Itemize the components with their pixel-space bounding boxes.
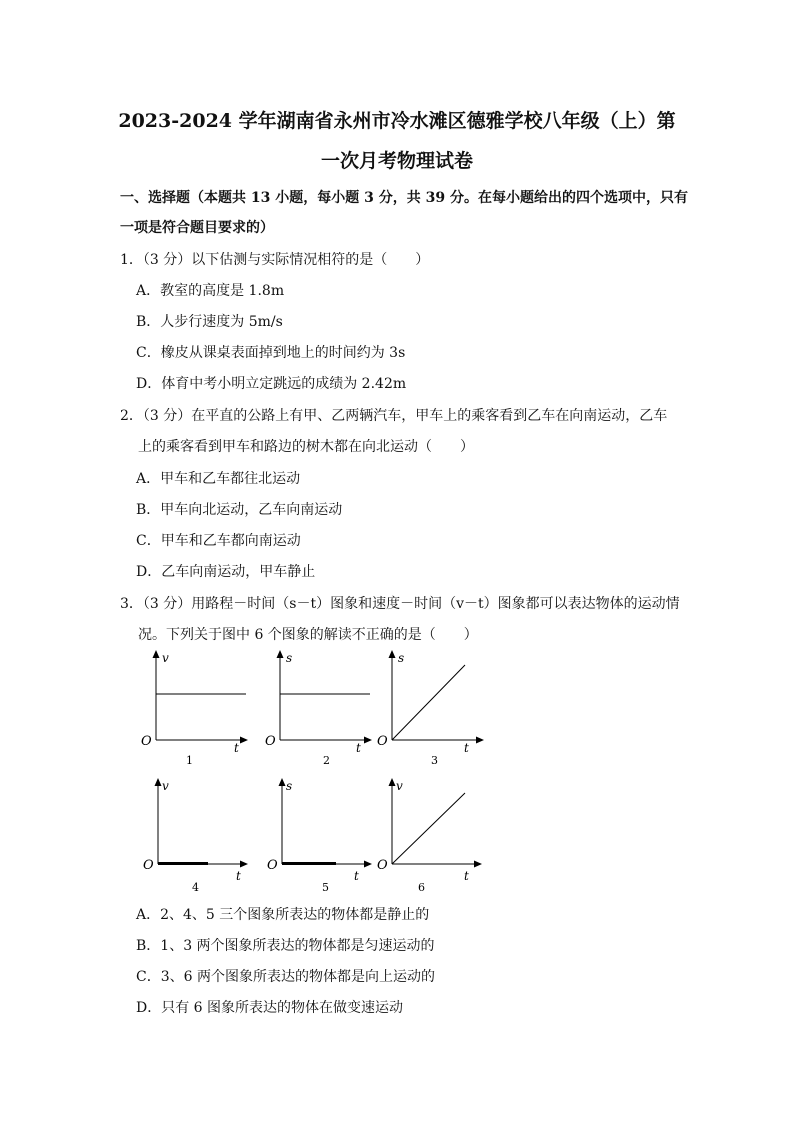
graph-1-y-label: v [162,651,169,665]
question-1-stem: 1．（3 分）以下估测与实际情况相符的是（ ） [120,252,430,268]
graph-2-y-label: s [286,651,293,665]
question-3-stem-line-2: 况。下列关于图中 6 个图象的解读不正确的是（ ） [138,627,478,643]
graph-1 [138,648,250,770]
question-1-option-b: B．人步行速度为 5m/s [136,314,283,330]
question-2-option-b: B．甲车向北运动，乙车向南运动 [136,502,343,518]
graph-5-number: 5 [322,881,329,894]
graph-5-y-label: s [286,779,293,793]
graph-6-number: 6 [418,881,425,894]
question-2-option-a: A．甲车和乙车都往北运动 [136,471,301,487]
graph-4-number: 4 [192,881,199,894]
graph-3-y-label: s [398,651,405,665]
question-2-option-c: C．甲车和乙车都向南运动 [136,533,301,549]
question-2-stem-line-2: 上的乘客看到甲车和路边的树木都在向北运动（ ） [138,439,474,455]
graph-5-origin: O [267,858,278,873]
graph-1-number: 1 [186,754,193,767]
graph-4-y-label: v [162,779,169,793]
graph-4-x-label: t [236,869,241,883]
graph-4-origin: O [143,858,154,873]
graph-5-x-label: t [354,869,359,883]
question-3-option-a: A．2、4、5 三个图象所表达的物体都是静止的 [136,907,430,923]
question-2-stem-line-1: 2．（3 分）在平直的公路上有甲、乙两辆汽车，甲车上的乘客看到乙车在向南运动，乙车 [120,408,668,424]
graph-3-x-label: t [464,741,469,755]
graph-2-x-label: t [356,741,361,755]
question-1-option-a: A．教室的高度是 1.8m [136,283,285,299]
question-3-option-c: C．3、6 两个图象所表达的物体都是向上运动的 [136,969,435,985]
graph-6-line [392,793,465,864]
graph-2-origin: O [265,734,276,749]
graph-1-origin: O [141,734,152,749]
graph-3 [374,648,486,770]
graph-5 [264,776,376,898]
graph-3-origin: O [377,734,388,749]
question-1-option-d: D．体育中考小明立定跳远的成绩为 2.42m [136,376,407,392]
exam-title-line-2: 一次月考物理试卷 [320,150,473,172]
question-1-option-c: C．橡皮从课桌表面掉到地上的时间约为 3s [136,345,406,361]
graph-6-origin: O [377,858,388,873]
section-heading-line-2: 一项是符合题目要求的） [120,220,274,236]
graph-4 [140,776,252,898]
graph-3-line [392,665,465,740]
exam-title-line-1: 2023-2024 学年湖南省永州市冷水滩区德雅学校八年级（上）第 [118,110,676,132]
graph-6-y-label: v [396,779,403,793]
graph-2-number: 2 [323,754,330,767]
question-3-option-b: B．1、3 两个图象所表达的物体都是匀速运动的 [136,938,435,954]
question-3-option-d: D．只有 6 图象所表达的物体在做变速运动 [136,1000,404,1016]
graph-6 [374,776,486,898]
graph-1-x-label: t [234,741,239,755]
graph-2 [262,648,374,770]
question-3-stem-line-1: 3．（3 分）用路程－时间（s－t）图象和速度－时间（v－t）图象都可以表达物体的运动情 [120,596,680,612]
section-heading-line-1: 一、选择题（本题共 13 小题，每小题 3 分，共 39 分。在每小题给出的四个选项中，只有 [120,190,688,206]
graph-3-number: 3 [431,754,438,767]
question-2-option-d: D．乙车向南运动，甲车静止 [136,564,316,580]
graph-6-x-label: t [464,869,469,883]
